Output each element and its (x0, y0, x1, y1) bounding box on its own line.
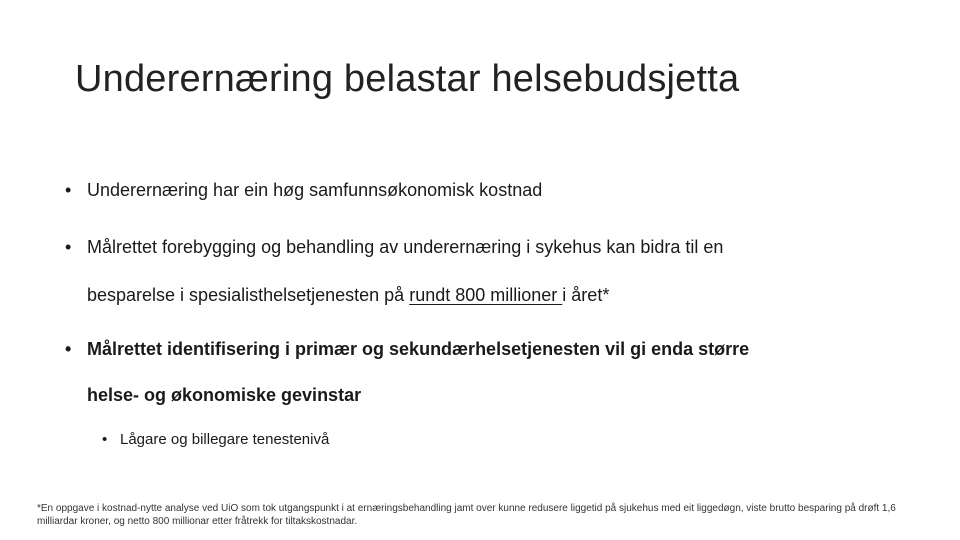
bullet-3-line1: Målrettet identifisering i primær og sekundærhelsetjenesten vil gi enda større (87, 339, 750, 359)
bullet-dot: • (65, 180, 72, 200)
sub-bullet-dot: • (102, 431, 108, 448)
sub-bullet-text: Lågare og billegare tenestenivå (120, 431, 330, 448)
bullet-2-line1: Målrettet forebygging og behandling av underernæring i sykehus kan bidra til en (87, 237, 724, 257)
bullet-2-line2-after: i året* (562, 285, 610, 305)
bullet-dot: • (65, 237, 72, 257)
bullet-3-line2: helse- og økonomiske gevinstar (87, 385, 362, 405)
bullet-2-line2 (87, 283, 609, 307)
slide-title: Underernæring belastar helsebudsjetta (75, 58, 740, 100)
savings-amount: rundt 800 millioner (409, 285, 563, 305)
footnote: *En oppgave i kostnad-nytte analyse ved UiO som tok utgangspunkt i at ernæringsbehandling jamt over kunne redusere liggetid på sjukehus med eit liggedøgn, viste brutto besparing på drøft 1,6 milliardar kroner, og netto 800 millionar etter fråtrekk for tiltakskostnadar. (37, 503, 896, 527)
bullet-2-line2-before: besparelse i spesialisthelsetjenesten på (87, 285, 410, 305)
bullet-1-text: Underernæring har ein høg samfunnsøkonomisk kostnad (87, 180, 543, 200)
bullet-dot: • (65, 339, 72, 359)
